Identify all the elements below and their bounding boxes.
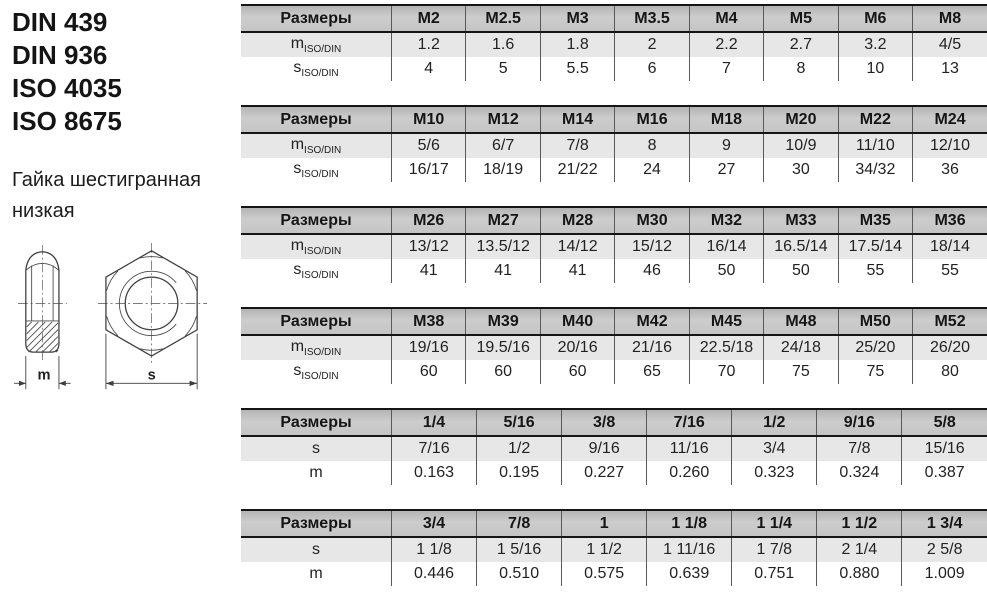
standard-iso-8675: ISO 8675 xyxy=(12,106,122,136)
table-row xyxy=(241,461,987,485)
size-col-header: 1/2 xyxy=(732,409,817,436)
product-name-line1: Гайка шестигранная xyxy=(12,169,201,191)
value-cell: 11/10 xyxy=(838,133,912,158)
size-col-header: M3 xyxy=(540,5,614,32)
value-cell: 19/16 xyxy=(392,335,466,360)
value-cell: 14/12 xyxy=(540,234,614,259)
size-col-header: M35 xyxy=(838,207,912,234)
value-cell: 55 xyxy=(838,259,912,283)
size-col-header: M52 xyxy=(913,308,987,335)
size-col-header: M2 xyxy=(392,5,466,32)
value-cell: 4 xyxy=(392,57,466,81)
dimension-table-inch-quarter-to-5-8 xyxy=(241,408,987,485)
value-cell: 10 xyxy=(838,57,912,81)
dimension-table-metric-m10-m24 xyxy=(241,105,987,182)
size-col-header: M38 xyxy=(392,308,466,335)
size-col-header: M48 xyxy=(764,308,838,335)
value-cell: 0.446 xyxy=(392,562,477,586)
value-cell: 60 xyxy=(466,360,540,384)
size-col-header: M45 xyxy=(689,308,763,335)
value-cell: 18/14 xyxy=(913,234,987,259)
size-col-header: M3.5 xyxy=(615,5,689,32)
size-col-header: M20 xyxy=(764,106,838,133)
table-row xyxy=(241,259,987,283)
value-cell: 50 xyxy=(764,259,838,283)
value-cell: 80 xyxy=(913,360,987,384)
value-cell: 1.6 xyxy=(466,32,540,57)
value-cell: 3.2 xyxy=(838,32,912,57)
value-cell: 1.009 xyxy=(902,562,987,586)
value-cell: 0.323 xyxy=(732,461,817,485)
sizes-header: Размеры xyxy=(241,207,392,234)
dimension-table-metric-m26-m36 xyxy=(241,206,987,283)
value-cell: 19.5/16 xyxy=(466,335,540,360)
value-cell: 17.5/14 xyxy=(838,234,912,259)
value-cell: 6 xyxy=(615,57,689,81)
dimension-m xyxy=(14,356,71,389)
size-col-header: M22 xyxy=(838,106,912,133)
value-cell: 8 xyxy=(615,133,689,158)
value-cell: 16/14 xyxy=(689,234,763,259)
size-col-header: M14 xyxy=(540,106,614,133)
sizes-header: Размеры xyxy=(241,106,392,133)
value-cell: 21/16 xyxy=(615,335,689,360)
table-row xyxy=(241,158,987,182)
value-cell: 0.324 xyxy=(817,461,902,485)
value-cell: 34/32 xyxy=(838,158,912,182)
size-col-header: M10 xyxy=(392,106,466,133)
value-cell: 15/12 xyxy=(615,234,689,259)
dimension-table-inch-3-4-to-1-3-4 xyxy=(241,509,987,586)
size-col-header: M33 xyxy=(764,207,838,234)
value-cell: 13 xyxy=(913,57,987,81)
value-cell: 11/16 xyxy=(647,436,732,461)
value-cell: 3/4 xyxy=(732,436,817,461)
row-label-s: s xyxy=(312,440,320,457)
standard-din-936: DIN 936 xyxy=(12,40,108,70)
value-cell: 0.163 xyxy=(392,461,477,485)
value-cell: 5 xyxy=(466,57,540,81)
value-cell: 2.2 xyxy=(689,32,763,57)
value-cell: 70 xyxy=(689,360,763,384)
size-col-header: M36 xyxy=(913,207,987,234)
dimension-m-label: m xyxy=(37,367,51,384)
value-cell: 65 xyxy=(615,360,689,384)
size-col-header: M8 xyxy=(913,5,987,32)
value-cell: 41 xyxy=(466,259,540,283)
value-cell: 50 xyxy=(689,259,763,283)
value-cell: 6/7 xyxy=(466,133,540,158)
size-col-header: M5 xyxy=(764,5,838,32)
value-cell: 24 xyxy=(615,158,689,182)
row-label-s: $s_{ISO/DIN}$ xyxy=(293,260,339,282)
value-cell: 1/2 xyxy=(477,436,562,461)
value-cell: 55 xyxy=(913,259,987,283)
left-panel xyxy=(12,6,238,397)
size-col-header: M26 xyxy=(392,207,466,234)
value-cell: 1.8 xyxy=(540,32,614,57)
row-label-s: $s_{ISO/DIN}$ xyxy=(293,361,339,383)
table-row xyxy=(241,537,987,562)
size-col-header: M27 xyxy=(466,207,540,234)
dimension-table-metric-m38-m52 xyxy=(241,307,987,384)
value-cell: 2 5/8 xyxy=(902,537,987,562)
dimension-s-label: s xyxy=(147,367,156,384)
table-row xyxy=(241,436,987,461)
value-cell: 7/16 xyxy=(392,436,477,461)
value-cell: 1 11/16 xyxy=(647,537,732,562)
value-cell: 1 7/8 xyxy=(732,537,817,562)
value-cell: 12/10 xyxy=(913,133,987,158)
size-col-header: M4 xyxy=(689,5,763,32)
value-cell: 26/20 xyxy=(913,335,987,360)
size-col-header: 1/4 xyxy=(392,409,477,436)
value-cell: 25/20 xyxy=(838,335,912,360)
size-col-header: 5/16 xyxy=(477,409,562,436)
size-col-header: 1 xyxy=(562,510,647,537)
size-col-header: M39 xyxy=(466,308,540,335)
table-row xyxy=(241,335,987,360)
size-col-header: M50 xyxy=(838,308,912,335)
size-col-header: M32 xyxy=(689,207,763,234)
value-cell: 16/17 xyxy=(392,158,466,182)
value-cell: 7/8 xyxy=(817,436,902,461)
value-cell: 2 xyxy=(615,32,689,57)
size-col-header: M6 xyxy=(838,5,912,32)
product-name xyxy=(12,165,238,227)
size-col-header: 9/16 xyxy=(817,409,902,436)
value-cell: 16.5/14 xyxy=(764,234,838,259)
value-cell: 24/18 xyxy=(764,335,838,360)
standards-list xyxy=(12,6,238,138)
value-cell: 5/6 xyxy=(392,133,466,158)
value-cell: 5.5 xyxy=(540,57,614,81)
value-cell: 0.751 xyxy=(732,562,817,586)
table-row xyxy=(241,234,987,259)
value-cell: 1 1/2 xyxy=(562,537,647,562)
value-cell: 75 xyxy=(764,360,838,384)
table-row xyxy=(241,133,987,158)
value-cell: 41 xyxy=(392,259,466,283)
value-cell: 22.5/18 xyxy=(689,335,763,360)
row-label-m: $m_{ISO/DIN}$ xyxy=(290,135,342,157)
value-cell: 1 5/16 xyxy=(477,537,562,562)
size-col-header: 7/8 xyxy=(477,510,562,537)
row-label-m: m xyxy=(309,464,323,481)
value-cell: 36 xyxy=(913,158,987,182)
size-col-header: 1 1/8 xyxy=(647,510,732,537)
size-col-header: M28 xyxy=(540,207,614,234)
row-label-m: $m_{ISO/DIN}$ xyxy=(290,236,342,258)
value-cell: 20/16 xyxy=(540,335,614,360)
value-cell: 30 xyxy=(764,158,838,182)
value-cell: 1.2 xyxy=(392,32,466,57)
tables-column xyxy=(241,4,987,610)
row-label-m: $m_{ISO/DIN}$ xyxy=(290,337,342,359)
value-cell: 4/5 xyxy=(913,32,987,57)
standard-din-439: DIN 439 xyxy=(12,7,108,37)
value-cell: 15/16 xyxy=(902,436,987,461)
sizes-header: Размеры xyxy=(241,510,392,537)
size-col-header: M12 xyxy=(466,106,540,133)
size-col-header: M16 xyxy=(615,106,689,133)
value-cell: 75 xyxy=(838,360,912,384)
value-cell: 1 1/8 xyxy=(392,537,477,562)
value-cell: 9/16 xyxy=(562,436,647,461)
size-col-header: 3/4 xyxy=(392,510,477,537)
size-col-header: M42 xyxy=(615,308,689,335)
row-label-s: s xyxy=(312,541,320,558)
table-row xyxy=(241,32,987,57)
row-label-s: $s_{ISO/DIN}$ xyxy=(293,58,339,80)
value-cell: 0.227 xyxy=(562,461,647,485)
value-cell: 0.510 xyxy=(477,562,562,586)
value-cell: 41 xyxy=(540,259,614,283)
sizes-header: Размеры xyxy=(241,409,392,436)
value-cell: 0.195 xyxy=(477,461,562,485)
value-cell: 9 xyxy=(689,133,763,158)
product-name-line2: низкая xyxy=(12,200,75,222)
value-cell: 21/22 xyxy=(540,158,614,182)
size-col-header: 1 3/4 xyxy=(902,510,987,537)
size-col-header: 7/16 xyxy=(647,409,732,436)
row-label-m: $m_{ISO/DIN}$ xyxy=(290,34,342,56)
value-cell: 46 xyxy=(615,259,689,283)
size-col-header: 5/8 xyxy=(902,409,987,436)
row-label-s: $s_{ISO/DIN}$ xyxy=(293,159,339,181)
value-cell: 13.5/12 xyxy=(466,234,540,259)
standard-iso-4035: ISO 4035 xyxy=(12,73,122,103)
value-cell: 60 xyxy=(540,360,614,384)
value-cell: 18/19 xyxy=(466,158,540,182)
value-cell: 2 1/4 xyxy=(817,537,902,562)
value-cell: 7/8 xyxy=(540,133,614,158)
value-cell: 0.639 xyxy=(647,562,732,586)
size-col-header: M30 xyxy=(615,207,689,234)
size-col-header: 1 1/4 xyxy=(732,510,817,537)
table-row xyxy=(241,57,987,81)
sizes-header: Размеры xyxy=(241,5,392,32)
value-cell: 60 xyxy=(392,360,466,384)
value-cell: 13/12 xyxy=(392,234,466,259)
value-cell: 10/9 xyxy=(764,133,838,158)
value-cell: 8 xyxy=(764,57,838,81)
size-col-header: M18 xyxy=(689,106,763,133)
sizes-header: Размеры xyxy=(241,308,392,335)
value-cell: 7 xyxy=(689,57,763,81)
value-cell: 27 xyxy=(689,158,763,182)
value-cell: 0.387 xyxy=(902,461,987,485)
size-col-header: M40 xyxy=(540,308,614,335)
table-row xyxy=(241,360,987,384)
table-row xyxy=(241,562,987,586)
size-col-header: 3/8 xyxy=(562,409,647,436)
value-cell: 0.880 xyxy=(817,562,902,586)
size-col-header: M24 xyxy=(913,106,987,133)
size-col-header: M2.5 xyxy=(466,5,540,32)
nut-technical-drawing xyxy=(12,243,238,397)
thread-arc xyxy=(119,271,176,335)
nut-drawing-svg xyxy=(12,243,217,397)
row-label-m: m xyxy=(309,565,323,582)
dimension-table-metric-m2-m8 xyxy=(241,4,987,81)
size-col-header: 1 1/2 xyxy=(817,510,902,537)
value-cell: 0.260 xyxy=(647,461,732,485)
value-cell: 2.7 xyxy=(764,32,838,57)
value-cell: 0.575 xyxy=(562,562,647,586)
